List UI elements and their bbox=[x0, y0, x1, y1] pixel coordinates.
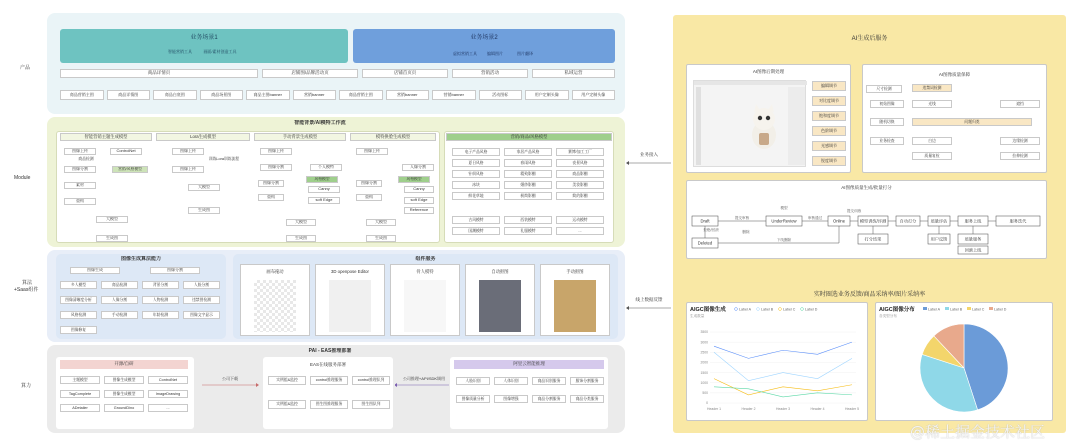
x-tick-label: Header 2 bbox=[741, 407, 756, 411]
y-tick-label: 3000 bbox=[700, 340, 708, 345]
product-row3-item[interactable]: 商品营销主图 bbox=[60, 90, 104, 100]
module-col-head[interactable]: 智能营销主题生成模型 bbox=[60, 133, 152, 141]
module-style-item[interactable]: 电子产品风格 bbox=[452, 148, 500, 156]
algo-right-title: 组件服务 bbox=[415, 256, 436, 263]
line-chart bbox=[686, 302, 868, 421]
flow-node[interactable] bbox=[928, 216, 950, 226]
svg-text:UnderReview: UnderReview bbox=[771, 218, 797, 224]
algo-item[interactable]: 商品检测 bbox=[101, 281, 138, 289]
algo-item[interactable]: 图像文字显示 bbox=[183, 311, 220, 319]
watermark: @稀土掘金技术社区 bbox=[910, 423, 1046, 441]
layer-label-algo: 算法 bbox=[22, 280, 33, 286]
scene1-title: 业务场景1 bbox=[190, 34, 218, 41]
scene1-item: 智能营销工具 bbox=[168, 48, 192, 54]
module-node[interactable]: 图像分割 bbox=[260, 164, 292, 171]
quality-title: AI图像质量保障 bbox=[938, 71, 971, 77]
module-style-item[interactable]: 冰块 bbox=[452, 181, 500, 189]
scene1-item: 画面/素材创造工具 bbox=[203, 48, 237, 54]
module-style-item[interactable]: 夏日风格 bbox=[452, 159, 500, 167]
quality-item[interactable]: 遮挡 bbox=[1000, 100, 1040, 108]
module-node[interactable]: 图像上传 bbox=[356, 148, 388, 155]
svg-text:质量评估: 质量评估 bbox=[930, 218, 948, 224]
flow-node[interactable] bbox=[766, 216, 802, 226]
legend-label: Label C bbox=[972, 307, 985, 312]
product-row3-item[interactable]: 用户定制头像 bbox=[525, 90, 569, 100]
algo-item[interactable]: 手动检测 bbox=[101, 311, 138, 319]
legend-marker bbox=[945, 307, 949, 310]
compute-mid-item[interactable]: 图生图队列 bbox=[352, 400, 390, 409]
post-process-item[interactable]: 对比度调节 bbox=[812, 96, 846, 106]
module-style-item[interactable]: 国潮模特 bbox=[452, 227, 500, 235]
compute-right-item[interactable]: 人体识别 bbox=[494, 377, 528, 385]
flow-edge-label: 提交训练 bbox=[846, 209, 862, 213]
module-node[interactable]: 生成图 bbox=[188, 207, 220, 214]
algo-item[interactable]: 多人模型 bbox=[60, 281, 97, 289]
component-preview-image bbox=[254, 280, 296, 332]
algo-item[interactable]: 背景分割 bbox=[142, 281, 179, 289]
compute-right-item[interactable]: 服饰分割服务 bbox=[570, 377, 604, 385]
legend-marker bbox=[989, 307, 993, 310]
x-tick-label: Header 4 bbox=[810, 407, 825, 411]
chart-title: AIGC图像生成 bbox=[690, 307, 726, 313]
algo-item[interactable]: 图像分割 bbox=[150, 267, 200, 274]
y-tick-label: 500 bbox=[702, 391, 708, 396]
module-node[interactable]: 图像分割 bbox=[64, 166, 96, 173]
legend-marker bbox=[735, 308, 738, 311]
component-preview-image bbox=[479, 280, 521, 332]
y-tick-label: 1000 bbox=[700, 380, 708, 385]
module-node[interactable]: 重构 bbox=[356, 194, 382, 201]
product-row3-item[interactable]: 商品详情图 bbox=[107, 90, 151, 100]
module-node[interactable]: 商品检测 bbox=[78, 156, 94, 161]
svg-text:模型训练/评测: 模型训练/评测 bbox=[859, 218, 887, 224]
flow-node[interactable] bbox=[928, 234, 950, 244]
module-node[interactable]: 生成图 bbox=[286, 235, 316, 242]
compute-right-item[interactable]: 人脸识别 bbox=[456, 377, 490, 385]
module-style-item[interactable]: 精致影棚 bbox=[504, 170, 552, 178]
product-row3-item[interactable]: 活动图标 bbox=[479, 90, 523, 100]
module-style-item[interactable]: 极简影棚 bbox=[504, 192, 552, 200]
module-style-item[interactable]: 美妆影棚 bbox=[556, 181, 604, 189]
component-preview-image bbox=[329, 280, 371, 332]
quality-item[interactable]: 违禁词检测 bbox=[912, 84, 952, 92]
compute-left-item[interactable]: ... bbox=[148, 404, 188, 412]
module-col-head[interactable]: Lora生成模型 bbox=[156, 133, 250, 141]
module-style-item[interactable]: 春雨风格 bbox=[504, 159, 552, 167]
product-row2-item[interactable]: 商品详情页 bbox=[60, 69, 258, 78]
module-col-head[interactable]: 手动背景生成模型 bbox=[254, 133, 346, 141]
module-node[interactable]: 大模型 bbox=[96, 216, 128, 223]
module-node[interactable]: Reference bbox=[404, 207, 434, 214]
module-style-item[interactable]: 礼服模特 bbox=[504, 227, 552, 235]
module-style-item[interactable]: 西装模特 bbox=[504, 216, 552, 224]
legend-label: Label C bbox=[783, 307, 796, 312]
module-node[interactable]: soft Edge bbox=[404, 197, 434, 204]
svg-text:回滚上线: 回滚上线 bbox=[964, 247, 982, 253]
flow-edge-label: 审核通过 bbox=[807, 216, 823, 220]
compute-left-item[interactable]: ADetailer bbox=[60, 404, 100, 412]
component-card-label: 骨人模特 bbox=[416, 268, 434, 274]
module-title: 智能背景/AI模特工作流 bbox=[294, 120, 346, 127]
flow-node[interactable] bbox=[858, 234, 888, 244]
quality-item[interactable]: 边缘检测 bbox=[1000, 137, 1040, 145]
algo-item[interactable]: 年龄检测 bbox=[142, 311, 179, 319]
post-process-title: AI图像后期处理 bbox=[752, 68, 785, 74]
compute-left-item[interactable]: 图像生成模型 bbox=[104, 376, 144, 384]
module-node[interactable]: 图像上传 bbox=[64, 148, 96, 155]
module-node[interactable]: 风格模型 bbox=[306, 176, 338, 183]
product-row3-item[interactable]: 商品场景图 bbox=[200, 90, 244, 100]
legend-label: Label A bbox=[739, 307, 751, 312]
y-tick-label: 2500 bbox=[700, 350, 708, 355]
compute-right-item[interactable]: 图像质量分析 bbox=[456, 395, 490, 403]
quality-item[interactable]: 尺寸检测 bbox=[866, 85, 902, 93]
product-row3-item[interactable]: 营销banner bbox=[293, 90, 337, 100]
module-node[interactable]: Canny bbox=[404, 186, 434, 193]
module-node[interactable]: 图像分割 bbox=[356, 180, 382, 187]
quality-item[interactable]: 问题归类 bbox=[912, 118, 1032, 126]
product-row2-item[interactable]: 营销活动 bbox=[452, 69, 528, 78]
component-preview-image bbox=[554, 280, 596, 332]
module-style-item[interactable]: 夜景风格 bbox=[556, 159, 604, 167]
algo-item[interactable]: 风格检测 bbox=[60, 311, 97, 319]
algo-item[interactable]: 人物检测 bbox=[142, 296, 179, 304]
svg-text:打分结果: 打分结果 bbox=[864, 236, 882, 242]
module-node[interactable]: 大模型 bbox=[286, 219, 316, 226]
svg-text:用户反馈: 用户反馈 bbox=[930, 236, 948, 242]
product-row2-item[interactable]: 店铺首页页 bbox=[362, 69, 448, 78]
legend-label: Label D bbox=[994, 307, 1007, 312]
flow-node[interactable] bbox=[692, 216, 718, 226]
component-card-label: 自动抠图 bbox=[491, 268, 509, 274]
right-panel-title: AI生成后服务 bbox=[851, 35, 888, 42]
flow-node[interactable] bbox=[896, 216, 920, 226]
compute-arrow2 bbox=[395, 382, 453, 388]
product-row3-item[interactable]: 营销banner bbox=[386, 90, 430, 100]
y-tick-label: 1500 bbox=[700, 370, 708, 375]
module-style-item[interactable]: 简约影棚 bbox=[556, 192, 604, 200]
x-tick-label: Header 1 bbox=[707, 407, 721, 411]
module-col-head[interactable]: 模特换脸生成模型 bbox=[350, 133, 436, 141]
compute-right-head: 阿里云智能推理 bbox=[454, 360, 604, 369]
post-process-item[interactable]: 编辑调节 bbox=[812, 81, 846, 91]
y-tick-label: 0 bbox=[706, 401, 708, 406]
product-row2-item[interactable]: 店铺图/品牌活动页 bbox=[262, 69, 358, 78]
x-tick-label: Header 3 bbox=[776, 407, 790, 411]
flow-node[interactable] bbox=[996, 216, 1040, 226]
pie-chart bbox=[875, 302, 1053, 421]
flow-edge-label: 拒绝/回滚 bbox=[703, 228, 719, 232]
module-node[interactable]: 生成图 bbox=[366, 235, 396, 242]
product-row3-item[interactable]: 用户定制头像 bbox=[572, 90, 616, 100]
post-process-item[interactable]: 锐度调节 bbox=[812, 156, 846, 166]
legend-marker bbox=[923, 307, 927, 310]
y-tick-label: 3500 bbox=[700, 330, 708, 335]
flow-edge-label: 下线删除 bbox=[776, 238, 792, 242]
module-node[interactable]: 风格模型 bbox=[398, 176, 430, 183]
flow-node[interactable] bbox=[692, 238, 718, 248]
quality-item[interactable]: 业务检查 bbox=[870, 137, 904, 145]
flow-edge-label: 提交审核 bbox=[734, 216, 750, 220]
module-node[interactable]: 图像上传 bbox=[172, 166, 204, 173]
module-node[interactable]: 重构 bbox=[64, 198, 96, 205]
cat-image bbox=[746, 101, 782, 151]
middle-bottom-label: 线上数据反馈 bbox=[635, 296, 663, 302]
layer-label-algo-2: +Saas组件 bbox=[14, 287, 39, 293]
module-node[interactable]: 大模型 bbox=[188, 184, 220, 191]
series-line bbox=[714, 379, 852, 395]
flow-node[interactable] bbox=[958, 216, 988, 226]
product-row3-item[interactable]: 商品白底图 bbox=[153, 90, 197, 100]
svg-text:服务迭代: 服务迭代 bbox=[1009, 218, 1027, 224]
module-style-item[interactable]: 婚纱影棚 bbox=[504, 181, 552, 189]
module-node[interactable]: 素材 bbox=[64, 182, 96, 189]
module-style-item[interactable]: 针织风格 bbox=[452, 170, 500, 178]
layer-label-product: 产品 bbox=[20, 65, 31, 71]
component-card-label: 手动抠图 bbox=[566, 268, 584, 274]
flow-edge-label: 模型 bbox=[780, 206, 788, 210]
compute-left-item[interactable]: 主题模型 bbox=[60, 376, 100, 384]
product-row3 bbox=[60, 90, 615, 100]
module-node[interactable]: ControlNet bbox=[110, 148, 142, 155]
flow-diagram bbox=[686, 196, 1047, 256]
module-style-item[interactable]: 鲜花草地 bbox=[452, 192, 500, 200]
svg-text:自动打分: 自动打分 bbox=[899, 218, 917, 224]
post-process-item[interactable]: 色阶调节 bbox=[812, 126, 846, 136]
module-node[interactable]: 训练Lora训练流程 bbox=[208, 156, 240, 161]
compute-mid-item[interactable]: 图生图推理服务 bbox=[310, 400, 348, 409]
scene2-title: 业务场景2 bbox=[470, 34, 498, 41]
module-style-item[interactable]: 赛博/加工工厂 bbox=[556, 148, 604, 156]
product-row3-item[interactable]: 商品主图banner bbox=[246, 90, 290, 100]
compute-mid-item[interactable]: 实例组&监控 bbox=[268, 376, 306, 385]
scene2-item: 编辑图片 bbox=[487, 50, 503, 56]
chart-subtitle: 各类型分布 bbox=[879, 314, 897, 318]
compute-right-item[interactable]: 商品分类服务 bbox=[570, 395, 604, 403]
layer-label-module: Module bbox=[14, 175, 31, 181]
compute-left-item[interactable]: ImageDrawing bbox=[148, 390, 188, 398]
flow-title: AI图像质量生成/批量打分 bbox=[841, 184, 892, 190]
module-node[interactable]: 图像分割 bbox=[258, 180, 284, 187]
algo-item[interactable]: 图像生成 bbox=[70, 267, 120, 274]
legend-marker bbox=[967, 307, 971, 310]
algo-item[interactable]: 图像修复 bbox=[60, 326, 97, 334]
compute-arrow1-label: 公司下载 bbox=[222, 375, 238, 381]
module-node[interactable]: 大模型 bbox=[366, 219, 396, 226]
quality-item[interactable]: 白边 bbox=[912, 137, 952, 145]
compute-left-item[interactable]: TagComplete bbox=[60, 390, 100, 398]
svg-text:质量服务: 质量服务 bbox=[964, 236, 982, 242]
module-node[interactable]: 重构 bbox=[258, 194, 284, 201]
module-style-item[interactable]: 运动模特 bbox=[556, 216, 604, 224]
post-process-item[interactable]: 饱和度调节 bbox=[812, 111, 846, 121]
legend-label: Label A bbox=[928, 307, 940, 312]
module-style-item[interactable]: 家居产品风格 bbox=[504, 148, 552, 156]
legend-label: Label B bbox=[950, 307, 963, 312]
middle-top-arrow bbox=[626, 160, 674, 166]
middle-top-label: 业务接入 bbox=[640, 151, 658, 157]
component-card-label: 画布拖动 bbox=[266, 268, 284, 274]
module-style-item[interactable]: 商品影棚 bbox=[556, 170, 604, 178]
compute-arrow1 bbox=[200, 382, 260, 388]
chart-title: AIGC图像分布 bbox=[879, 307, 915, 313]
scene2-item: 图片翻译 bbox=[517, 50, 533, 56]
series-line bbox=[714, 342, 852, 358]
compute-mid-item[interactable]: 实例组&监控 bbox=[268, 400, 306, 409]
quality-item[interactable]: 光线 bbox=[912, 100, 952, 108]
component-card-label: 3D openpose Editor bbox=[331, 268, 369, 274]
chart-subtitle: 生成数量 bbox=[690, 314, 705, 318]
series-line bbox=[714, 352, 852, 380]
compute-mid-item[interactable]: control推理服务 bbox=[310, 376, 348, 385]
svg-text:Online: Online bbox=[832, 218, 846, 224]
feedback-title: 实时圈选业务反馈/商品采纳率/图片采纳率 bbox=[813, 291, 926, 298]
compute-left-item[interactable]: ControlNet bbox=[148, 376, 188, 384]
module-node[interactable]: 营销/风格模型 bbox=[112, 166, 148, 173]
module-node[interactable]: soft Edge bbox=[308, 197, 340, 204]
middle-bottom-arrow bbox=[626, 305, 674, 311]
svg-text:Draft: Draft bbox=[700, 218, 710, 224]
module-node[interactable]: 人像分割 bbox=[402, 164, 434, 171]
flow-node[interactable] bbox=[958, 234, 988, 244]
component-preview-image bbox=[404, 280, 446, 332]
image-editor-preview[interactable] bbox=[693, 80, 806, 167]
module-style-item[interactable]: ... bbox=[556, 227, 604, 235]
legend-marker bbox=[757, 308, 760, 311]
compute-right-item[interactable]: 商品分割服务 bbox=[532, 395, 566, 403]
algo-left-title: 图像生成算法能力 bbox=[120, 256, 161, 263]
algo-item[interactable]: 图像清晰度分析 bbox=[60, 296, 97, 304]
compute-title: PAI - EAS推理部署 bbox=[308, 348, 352, 355]
product-row3-item[interactable]: 营销banner bbox=[432, 90, 476, 100]
svg-text:服务上线: 服务上线 bbox=[964, 218, 982, 224]
flow-node[interactable] bbox=[828, 216, 850, 226]
scene2-item: 虚拟营销工具 bbox=[453, 50, 477, 56]
product-row3-item[interactable]: 商品营销主图 bbox=[339, 90, 383, 100]
module-node[interactable]: 生成图 bbox=[96, 235, 128, 242]
post-process-item[interactable]: 光感调节 bbox=[812, 141, 846, 151]
y-tick-label: 2000 bbox=[700, 360, 708, 365]
algo-item[interactable]: 人脸分割 bbox=[183, 281, 220, 289]
layer-label-compute: 算力 bbox=[21, 383, 32, 389]
legend-label: Label D bbox=[805, 307, 818, 312]
quality-item[interactable]: 随机切换 bbox=[870, 118, 904, 126]
compute-arrow2-label: 公司推理+API/SDK调用 bbox=[402, 375, 446, 381]
product-row2-item[interactable]: 私域运营 bbox=[532, 69, 615, 78]
compute-mid-title: EAS在线服务部署 bbox=[309, 361, 346, 367]
module-node[interactable]: 图像上传 bbox=[260, 148, 292, 155]
compute-left-head: 开源/自研 bbox=[60, 360, 188, 369]
quality-item[interactable]: 质量复检 bbox=[912, 152, 952, 160]
flow-node[interactable] bbox=[858, 216, 888, 226]
module-node[interactable]: 个人模特 bbox=[310, 164, 342, 171]
compute-right-item[interactable]: 商品识别服务 bbox=[532, 377, 566, 385]
flow-node[interactable] bbox=[958, 246, 988, 254]
compute-mid-item[interactable]: control推理队列 bbox=[352, 376, 390, 385]
compute-left-item[interactable]: GroundDino bbox=[104, 404, 144, 412]
quality-item[interactable]: 拉伸检测 bbox=[1000, 152, 1040, 160]
legend-label: Label B bbox=[761, 307, 774, 312]
algo-item[interactable]: 违禁图检测 bbox=[183, 296, 220, 304]
svg-text:Deleted: Deleted bbox=[697, 240, 713, 246]
compute-right-item[interactable]: 图像增强 bbox=[494, 395, 528, 403]
algo-item[interactable]: 人像分割 bbox=[101, 296, 138, 304]
module-node[interactable]: 图像上传 bbox=[172, 148, 204, 155]
module-style-item[interactable]: 古风模特 bbox=[452, 216, 500, 224]
module-col-head[interactable]: 营销/商品/风格模型 bbox=[446, 133, 612, 141]
legend-marker bbox=[779, 308, 782, 311]
module-node[interactable]: Canny bbox=[308, 186, 340, 193]
quality-item[interactable]: 初始图像 bbox=[870, 100, 904, 108]
legend-marker bbox=[801, 308, 804, 311]
flow-edge-label: 删除 bbox=[742, 230, 750, 234]
x-tick-label: Header 5 bbox=[845, 407, 859, 411]
compute-left-item[interactable]: 图像生成模型 bbox=[104, 390, 144, 398]
